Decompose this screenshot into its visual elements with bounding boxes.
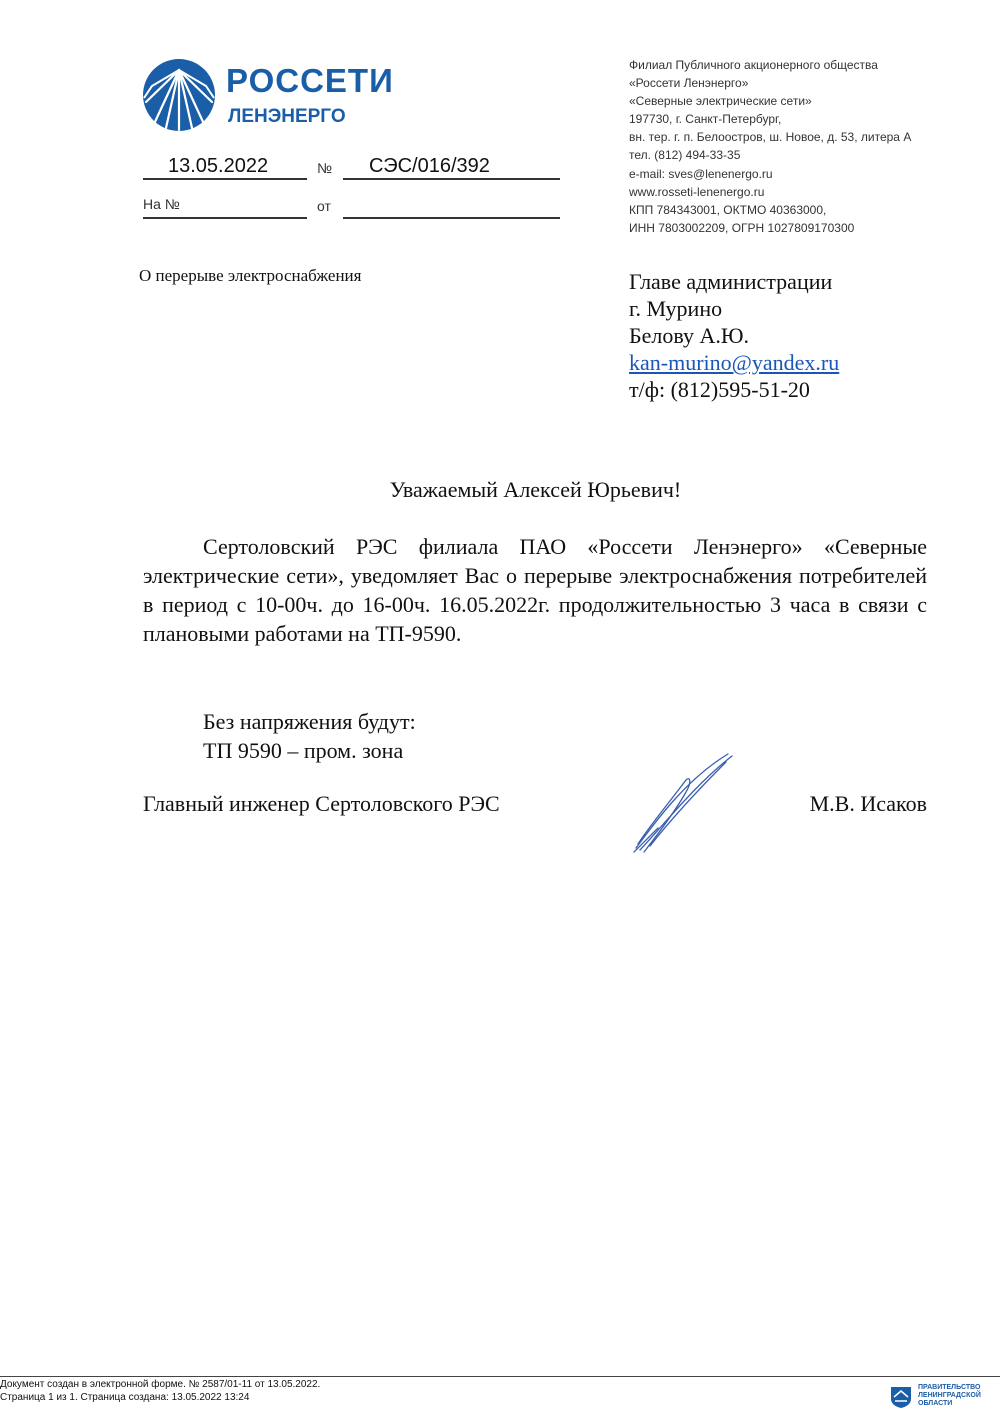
addressee-position: Главе администрации bbox=[629, 269, 833, 294]
greeting: Уважаемый Алексей Юрьевич! bbox=[389, 477, 682, 502]
letter-body: Сертоловский РЭС филиала ПАО «Россети Ленэнерго» «Северные электрические сети», уведомляет Вас о перерыве электроснабжения потребителей в период с 10-00ч. до 16-00ч. 16.05.2022г. продолжительностью 3 часа в связи с плановыми работами на ТП-9590. bbox=[143, 534, 927, 646]
affected-list bbox=[203, 707, 416, 765]
government-label-line: ПРАВИТЕЛЬСТВО bbox=[918, 1384, 981, 1391]
addressee-email-link[interactable]: kan-murino@yandex.ru bbox=[629, 350, 840, 375]
org-line: 197730, г. Санкт-Петербург, bbox=[629, 112, 782, 127]
document-number: СЭС/016/392 bbox=[369, 155, 490, 177]
org-line: КПП 784343001, ОКТМО 40363000, bbox=[629, 202, 827, 217]
affected-list-title: Без напряжения будут: bbox=[203, 709, 416, 734]
organization-details bbox=[629, 56, 911, 237]
addressee-name: Белову А.Ю. bbox=[629, 323, 750, 348]
number-label: № bbox=[317, 160, 333, 176]
number-underline bbox=[343, 178, 560, 180]
reference-label: На № bbox=[143, 196, 180, 212]
addressee-phone: т/ф: (812)595-51-20 bbox=[629, 377, 810, 402]
org-line: ИНН 7803002209, ОГРН 1027809170300 bbox=[629, 220, 855, 235]
government-emblem-icon bbox=[889, 1385, 913, 1409]
addressee-city: г. Мурино bbox=[629, 296, 723, 321]
org-line: вн. тер. г. п. Белоостров, ш. Новое, д. 53, литера А bbox=[629, 130, 912, 145]
affected-list-item: ТП 9590 – пром. зона bbox=[203, 738, 404, 763]
footer-document-info: Документ создан в электронной форме. № 2587/01-11 от 13.05.2022. bbox=[0, 1379, 321, 1390]
org-line: Филиал Публичного акционерного общества bbox=[629, 58, 878, 72]
government-label bbox=[918, 1384, 981, 1408]
org-line: «Северные электрические сети» bbox=[629, 94, 812, 109]
from-underline bbox=[343, 217, 560, 219]
signatory-name: М.В. Исаков bbox=[809, 791, 927, 816]
date-underline bbox=[143, 178, 307, 180]
org-line: www.rosseti-lenenergo.ru bbox=[629, 184, 765, 199]
footer-divider bbox=[0, 1376, 1000, 1377]
letter-subject: О перерыве электроснабжения bbox=[139, 266, 362, 285]
document-date: 13.05.2022 bbox=[168, 155, 269, 177]
logo-brand-subtitle: ЛЕНЭНЕРГО bbox=[228, 106, 346, 127]
handwritten-signature bbox=[628, 748, 738, 856]
signatory-title: Главный инженер Сертоловского РЭС bbox=[143, 791, 500, 816]
reference-underline bbox=[143, 217, 307, 219]
from-label: от bbox=[317, 198, 331, 214]
org-line: тел. (812) 494-33-35 bbox=[629, 148, 741, 163]
rosseti-logo-icon bbox=[142, 58, 216, 132]
addressee-block bbox=[629, 268, 839, 403]
government-label-line: ЛЕНИНГРАДСКОЙ bbox=[918, 1392, 981, 1399]
footer-info bbox=[0, 1378, 320, 1404]
government-label-line: ОБЛАСТИ bbox=[918, 1400, 953, 1407]
logo-brand-name: РОССЕТИ bbox=[226, 62, 394, 99]
footer-page-info: Страница 1 из 1. Страница создана: 13.05.2022 13:24 bbox=[0, 1392, 250, 1403]
org-line: «Россети Ленэнерго» bbox=[629, 76, 749, 91]
org-line: e-mail: sves@lenenergo.ru bbox=[629, 166, 773, 181]
